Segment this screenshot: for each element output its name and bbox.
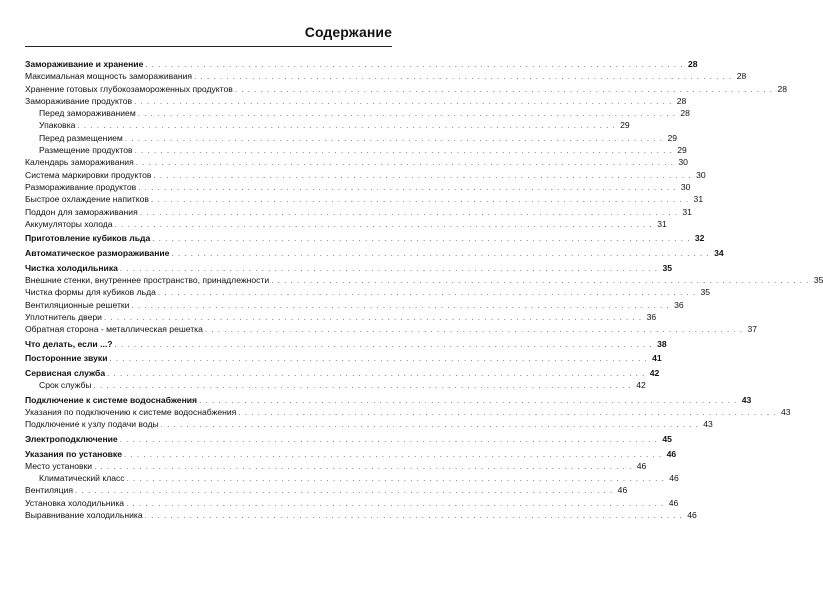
toc-entry-label: Место установки: [25, 460, 93, 471]
toc-entry-page-number: 43: [703, 419, 713, 430]
toc-entry-label: Максимальная мощность замораживания: [25, 71, 193, 82]
table-of-contents: [25, 58, 823, 521]
toc-entry-page-number: 46: [687, 510, 697, 521]
toc-entry[interactable]: [25, 394, 752, 406]
toc-entry[interactable]: [25, 119, 630, 131]
toc-entry-label: Вентиляция: [25, 485, 74, 496]
toc-entry-page-number: 31: [657, 218, 667, 229]
toc-entry-page-number: 43: [741, 394, 752, 405]
toc-entry[interactable]: [25, 406, 791, 418]
dot-leader: . . . . . . . . . . . . . . . . . . . . . . . . . . . . . . . . . . . . . . . . . . . . . . . . . . . . . . . . . . . . . . . . . . . . . . . . . . . . . . . . . . . .: [126, 474, 665, 484]
toc-entry[interactable]: [25, 323, 758, 335]
toc-entry-label: Обратная сторона - металлическая решетка: [25, 324, 203, 335]
dot-leader: . . . . . . . . . . . . . . . . . . . . . . . . . . . . . . . . . . . . . . . . . . . . . . . . . . . . . . . . . . . . . . . . . . . . . . . . . . . . . . . . . . . .: [114, 339, 653, 349]
toc-entry-label: Быстрое охлаждение напитков: [25, 194, 149, 205]
toc-entry-page-number: 28: [736, 71, 747, 82]
toc-entry-page-number: 29: [620, 120, 630, 131]
header-divider: [25, 46, 392, 47]
toc-entry-label: Чистка холодильника: [25, 262, 118, 273]
toc-entry[interactable]: [25, 132, 677, 144]
toc-entry-page-number: 46: [636, 460, 647, 471]
toc-entry-page-number: 30: [696, 169, 706, 180]
toc-entry[interactable]: [25, 448, 677, 460]
dot-leader: . . . . . . . . . . . . . . . . . . . . . . . . . . . . . . . . . . . . . . . . . . . . . . . . . . . . . . . . . . . . . . . . . . . . . . . . . . . . . . . . . . . .: [144, 511, 683, 521]
dot-leader: . . . . . . . . . . . . . . . . . . . . . . . . . . . . . . . . . . . . . . . . . . . . . . . . . . . . . . . . . . . . . . . . . . . . . . . . . . . . . . . . . . . .: [77, 121, 616, 131]
toc-entry[interactable]: [25, 379, 646, 391]
toc-entry[interactable]: [25, 58, 698, 70]
toc-entry[interactable]: [25, 472, 679, 484]
toc-entry-page-number: 28: [680, 108, 690, 119]
toc-entry-label: Уплотнитель двери: [25, 311, 102, 322]
toc-entry[interactable]: [25, 352, 662, 364]
dot-leader: . . . . . . . . . . . . . . . . . . . . . . . . . . . . . . . . . . . . . . . . . . . . . . . . . . . . . . . . . . . . . . . . . . . . . . . . . . . . . . . . . . . .: [107, 368, 646, 378]
dot-leader: . . . . . . . . . . . . . . . . . . . . . . . . . . . . . . . . . . . . . . . . . . . . . . . . . . . . . . . . . . . . . . . . . . . . . . . . . . . . . . . . . . . .: [131, 300, 670, 310]
toc-entry-page-number: 46: [668, 497, 679, 508]
toc-entry[interactable]: [25, 286, 711, 298]
dot-leader: . . . . . . . . . . . . . . . . . . . . . . . . . . . . . . . . . . . . . . . . . . . . . . . . . . . . . . . . . . . . . . . . . . . . . . . . . . . . . . . . . . . .: [137, 109, 676, 119]
dot-leader: . . . . . . . . . . . . . . . . . . . . . . . . . . . . . . . . . . . . . . . . . . . . . . . . . . . . . . . . . . . . . . . . . . . . . . . . . . . . . . . . . . . .: [139, 207, 678, 217]
dot-leader: . . . . . . . . . . . . . . . . . . . . . . . . . . . . . . . . . . . . . . . . . . . . . . . . . . . . . . . . . . . . . . . . . . . . . . . . . . . . . . . . . . . .: [238, 408, 777, 418]
toc-entry-page-number: 36: [646, 311, 657, 322]
toc-entry-label: Вентиляционные решетки: [25, 299, 130, 310]
toc-entry-label: Замораживание продуктов: [25, 95, 133, 106]
dot-leader: . . . . . . . . . . . . . . . . . . . . . . . . . . . . . . . . . . . . . . . . . . . . . . . . . . . . . . . . . . . . . . . . . . . . . . . . . . . . . . . . . . . .: [204, 325, 744, 335]
page-title: Содержание: [304, 24, 392, 40]
toc-entry-page-number: 43: [780, 407, 791, 418]
toc-entry-page-number: 34: [714, 248, 724, 259]
toc-entry-label: Указания по установке: [25, 448, 122, 459]
dot-leader: . . . . . . . . . . . . . . . . . . . . . . . . . . . . . . . . . . . . . . . . . . . . . . . . . . . . . . . . . . . . . . . . . . . . . . . . . . . . . . . . . . . .: [153, 170, 692, 180]
dot-leader: . . . . . . . . . . . . . . . . . . . . . . . . . . . . . . . . . . . . . . . . . . . . . . . . . . . . . . . . . . . . . . . . . . . . . . . . . . . . . . . . . . . .: [160, 420, 699, 430]
dot-leader: . . . . . . . . . . . . . . . . . . . . . . . . . . . . . . . . . . . . . . . . . . . . . . . . . . . . . . . . . . . . . . . . . . . . . . . . . . . . . . . . . . . .: [119, 263, 659, 273]
dot-leader: . . . . . . . . . . . . . . . . . . . . . . . . . . . . . . . . . . . . . . . . . . . . . . . . . . . . . . . . . . . . . . . . . . . . . . . . . . . . . . . . . . . .: [93, 381, 632, 391]
toc-entry[interactable]: [25, 497, 679, 509]
toc-entry-page-number: 28: [777, 83, 788, 94]
toc-entry-page-number: 32: [694, 233, 705, 244]
toc-entry[interactable]: [25, 218, 667, 230]
toc-entry[interactable]: [25, 338, 667, 350]
toc-entry-label: Указания по подключению к системе водоснабжения: [25, 407, 237, 418]
toc-entry-page-number: 35: [662, 262, 673, 273]
toc-entry-label: Посторонние звуки: [25, 353, 108, 364]
dot-leader: . . . . . . . . . . . . . . . . . . . . . . . . . . . . . . . . . . . . . . . . . . . . . . . . . . . . . . . . . . . . . . . . . . . . . . . . . . . . . . . . . . . .: [194, 72, 733, 82]
toc-entry-label: Размещение продуктов: [39, 145, 133, 156]
toc-entry-label: Перед размещением: [39, 132, 123, 143]
dot-leader: . . . . . . . . . . . . . . . . . . . . . . . . . . . . . . . . . . . . . . . . . . . . . . . . . . . . . . . . . . . . . . . . . . . . . . . . . . . . . . . . . . . .: [126, 498, 665, 508]
toc-entry-label: Климатический класс: [39, 473, 125, 484]
toc-entry[interactable]: [25, 206, 692, 218]
toc-entry-label: Выравнивание холодильника: [25, 510, 143, 521]
toc-entry[interactable]: [25, 181, 691, 193]
toc-entry[interactable]: [25, 509, 697, 521]
toc-entry-label: Подключение к системе водоснабжения: [25, 394, 198, 405]
dot-leader: . . . . . . . . . . . . . . . . . . . . . . . . . . . . . . . . . . . . . . . . . . . . . . . . . . . . . . . . . . . . . . . . . . . . . . . . . . . . . . . . . . . .: [135, 158, 674, 168]
toc-entry[interactable]: [25, 433, 672, 445]
toc-entry-label: Что делать, если ...?: [25, 338, 113, 349]
toc-entry-label: Перед замораживанием: [39, 108, 136, 119]
dot-leader: . . . . . . . . . . . . . . . . . . . . . . . . . . . . . . . . . . . . . . . . . . . . . . . . . . . . . . . . . . . . . . . . . . . . . . . . . . . . . . . . . . . .: [134, 146, 673, 156]
dot-leader: . . . . . . . . . . . . . . . . . . . . . . . . . . . . . . . . . . . . . . . . . . . . . . . . . . . . . . . . . . . . . . . . . . . . . . . . . . . . . . . . . . . .: [157, 288, 697, 298]
toc-entry-label: Аккумуляторы холода: [25, 218, 113, 229]
toc-entry[interactable]: [25, 232, 705, 244]
toc-entry[interactable]: [25, 274, 823, 286]
toc-entry-label: Размораживание продуктов: [25, 181, 137, 192]
toc-entry-label: Приготовление кубиков льда: [25, 233, 151, 244]
dot-leader: . . . . . . . . . . . . . . . . . . . . . . . . . . . . . . . . . . . . . . . . . . . . . . . . . . . . . . . . . . . . . . . . . . . . . . . . . . . . . . . . . . . .: [199, 395, 738, 405]
toc-entry-page-number: 28: [676, 95, 687, 106]
toc-entry-label: Подключение к узлу подачи воды: [25, 419, 159, 430]
dot-leader: . . . . . . . . . . . . . . . . . . . . . . . . . . . . . . . . . . . . . . . . . . . . . . . . . . . . . . . . . . . . . . . . . . . . . . . . . . . . . . . . . . . .: [234, 84, 774, 94]
toc-entry[interactable]: [25, 262, 673, 274]
toc-entry-page-number: 38: [657, 338, 667, 349]
dot-leader: . . . . . . . . . . . . . . . . . . . . . . . . . . . . . . . . . . . . . . . . . . . . . . . . . . . . . . . . . . . . . . . . . . . . . . . . . . . . . . . . . . . .: [94, 461, 633, 471]
toc-entry-label: Внешние стенки, внутреннее пространство, принадлежности: [25, 274, 270, 285]
toc-entry-page-number: 41: [652, 353, 662, 364]
toc-entry[interactable]: [25, 70, 747, 82]
toc-entry[interactable]: [25, 107, 690, 119]
dot-leader: . . . . . . . . . . . . . . . . . . . . . . . . . . . . . . . . . . . . . . . . . . . . . . . . . . . . . . . . . . . . . . . . . . . . . . . . . . . . . . . . . . . .: [123, 449, 663, 459]
toc-entry[interactable]: [25, 169, 706, 181]
toc-entry-label: Сервисная служба: [25, 367, 106, 378]
toc-entry[interactable]: [25, 95, 687, 107]
dot-leader: . . . . . . . . . . . . . . . . . . . . . . . . . . . . . . . . . . . . . . . . . . . . . . . . . . . . . . . . . . . . . . . . . . . . . . . . . . . . . . . . . . . .: [134, 96, 673, 106]
toc-entry[interactable]: [25, 484, 628, 496]
toc-entry[interactable]: [25, 247, 724, 259]
toc-entry-page-number: 29: [667, 132, 677, 143]
toc-entry[interactable]: [25, 460, 647, 472]
toc-entry[interactable]: [25, 83, 788, 95]
toc-entry[interactable]: [25, 299, 684, 311]
toc-entry-page-number: 28: [687, 59, 698, 69]
toc-entry-page-number: 36: [674, 299, 684, 310]
toc-entry-page-number: 31: [682, 206, 692, 217]
dot-leader: . . . . . . . . . . . . . . . . . . . . . . . . . . . . . . . . . . . . . . . . . . . . . . . . . . . . . . . . . . . . . . . . . . . . . . . . . . . . . . . . . . . .: [103, 312, 643, 322]
toc-entry-label: Чистка формы для кубиков льда: [25, 287, 156, 298]
toc-entry-label: Календарь замораживания: [25, 157, 134, 168]
toc-entry-label: Упаковка: [39, 120, 76, 131]
toc-entry-page-number: 30: [680, 181, 691, 192]
dot-leader: . . . . . . . . . . . . . . . . . . . . . . . . . . . . . . . . . . . . . . . . . . . . . . . . . . . . . . . . . . . . . . . . . . . . . . . . . . . . . . . . . . . .: [152, 234, 691, 244]
toc-entry-label: Срок службы: [39, 380, 92, 391]
toc-entry-label: Установка холодильника: [25, 497, 125, 508]
toc-entry-page-number: 46: [669, 473, 679, 484]
dot-leader: . . . . . . . . . . . . . . . . . . . . . . . . . . . . . . . . . . . . . . . . . . . . . . . . . . . . . . . . . . . . . . . . . . . . . . . . . . . . . . . . . . . .: [124, 133, 663, 143]
toc-entry-page-number: 45: [662, 433, 672, 444]
dot-leader: . . . . . . . . . . . . . . . . . . . . . . . . . . . . . . . . . . . . . . . . . . . . . . . . . . . . . . . . . . . . . . . . . . . . . . . . . . . . . . . . . . . .: [145, 60, 684, 69]
dot-leader: . . . . . . . . . . . . . . . . . . . . . . . . . . . . . . . . . . . . . . . . . . . . . . . . . . . . . . . . . . . . . . . . . . . . . . . . . . . . . . . . . . . .: [119, 434, 658, 444]
toc-entry-label: Поддон для замораживания: [25, 206, 138, 217]
toc-entry-page-number: 42: [636, 380, 646, 391]
toc-entry-page-number: 29: [677, 145, 687, 156]
toc-entry-label: Замораживание и хранение: [25, 59, 144, 69]
toc-entry[interactable]: [25, 418, 713, 430]
toc-entry-page-number: 30: [678, 157, 688, 168]
dot-leader: . . . . . . . . . . . . . . . . . . . . . . . . . . . . . . . . . . . . . . . . . . . . . . . . . . . . . . . . . . . . . . . . . . . . . . . . . . . . . . . . . . . .: [171, 249, 710, 259]
toc-entry[interactable]: [25, 193, 704, 205]
dot-leader: . . . . . . . . . . . . . . . . . . . . . . . . . . . . . . . . . . . . . . . . . . . . . . . . . . . . . . . . . . . . . . . . . . . . . . . . . . . . . . . . . . . .: [150, 195, 690, 205]
toc-entry-label: Хранение готовых глубокозамороженных продуктов: [25, 83, 233, 94]
toc-entry[interactable]: [25, 144, 687, 156]
dot-leader: . . . . . . . . . . . . . . . . . . . . . . . . . . . . . . . . . . . . . . . . . . . . . . . . . . . . . . . . . . . . . . . . . . . . . . . . . . . . . . . . . . . .: [75, 486, 614, 496]
toc-entry-page-number: 46: [617, 485, 628, 496]
toc-entry-label: Автоматическое размораживание: [25, 248, 170, 259]
toc-entry[interactable]: [25, 367, 660, 379]
toc-entry-page-number: 31: [693, 194, 704, 205]
toc-entry[interactable]: [25, 311, 657, 323]
toc-entry-page-number: 37: [747, 324, 758, 335]
toc-entry-page-number: 35: [700, 287, 711, 298]
toc-entry-label: Система маркировки продуктов: [25, 169, 152, 180]
toc-entry-page-number: 35: [813, 274, 823, 285]
dot-leader: . . . . . . . . . . . . . . . . . . . . . . . . . . . . . . . . . . . . . . . . . . . . . . . . . . . . . . . . . . . . . . . . . . . . . . . . . . . . . . . . . . . .: [114, 219, 653, 229]
dot-leader: . . . . . . . . . . . . . . . . . . . . . . . . . . . . . . . . . . . . . . . . . . . . . . . . . . . . . . . . . . . . . . . . . . . . . . . . . . . . . . . . . . . .: [109, 354, 648, 364]
toc-entry[interactable]: [25, 156, 688, 168]
toc-entry-page-number: 46: [666, 448, 677, 459]
toc-entry-label: Электроподключение: [25, 433, 118, 444]
dot-leader: . . . . . . . . . . . . . . . . . . . . . . . . . . . . . . . . . . . . . . . . . . . . . . . . . . . . . . . . . . . . . . . . . . . . . . . . . . . . . . . . . . . .: [271, 275, 810, 285]
dot-leader: . . . . . . . . . . . . . . . . . . . . . . . . . . . . . . . . . . . . . . . . . . . . . . . . . . . . . . . . . . . . . . . . . . . . . . . . . . . . . . . . . . . .: [138, 182, 677, 192]
toc-entry-page-number: 42: [649, 367, 660, 378]
